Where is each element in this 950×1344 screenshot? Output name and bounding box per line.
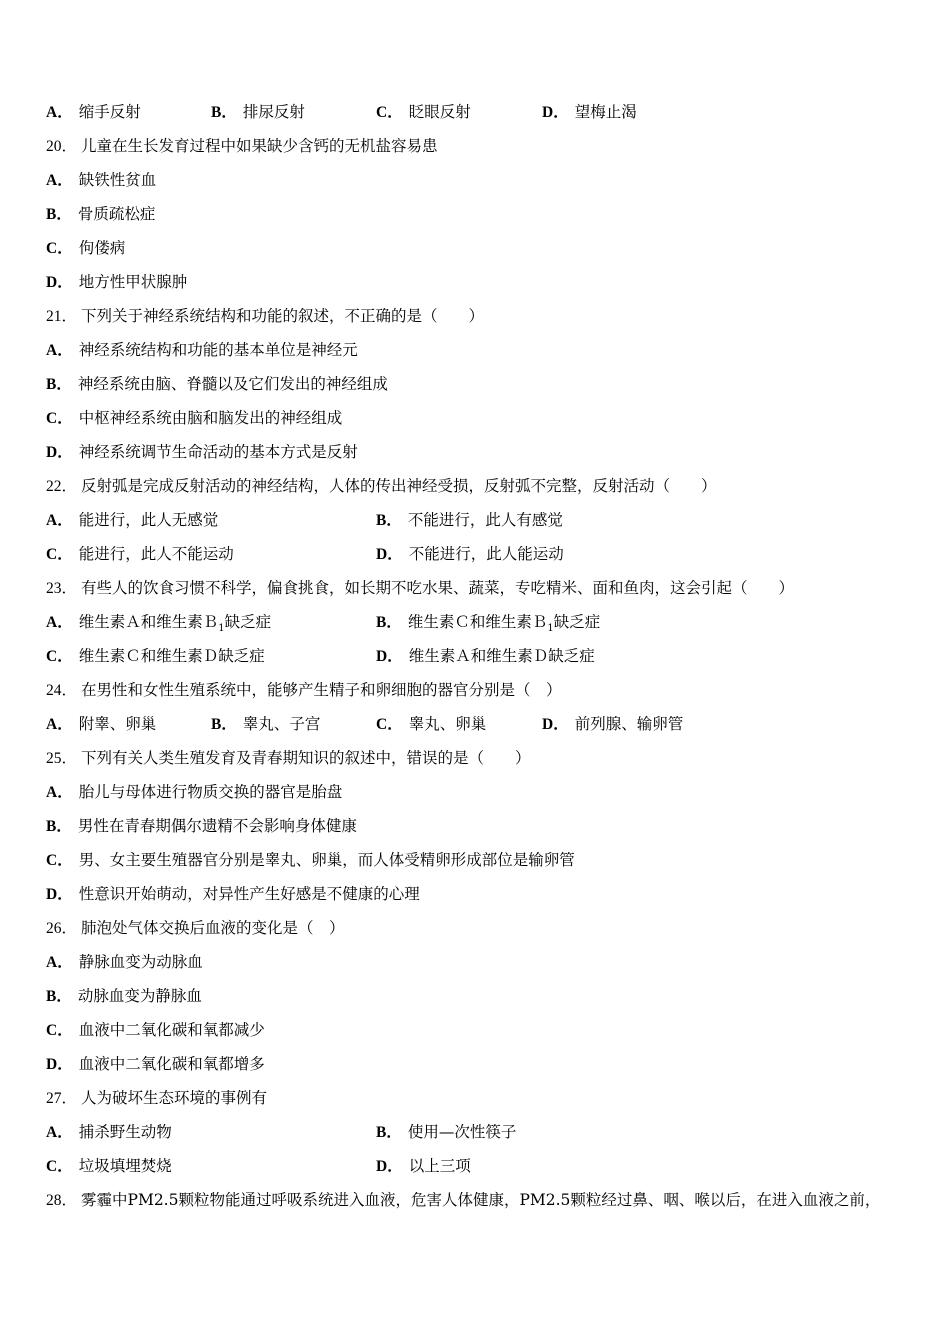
q23-option-d: D． 维生素Ａ和维生素Ｄ缺乏症: [376, 647, 595, 665]
q20-option-a: A． 缺铁性贫血: [46, 171, 157, 189]
q24-option-d: D． 前列腺、输卵管: [542, 715, 684, 733]
q20-option-c: C． 佝偻病: [46, 239, 126, 257]
q27-option-c: C． 垃圾填埋焚烧: [46, 1157, 172, 1175]
q22-option-b: B． 不能进行，此人有感觉: [376, 511, 563, 529]
q19-option-b: B． 排尿反射: [211, 103, 305, 121]
q21-stem: 21． 下列关于神经系统结构和功能的叙述，不正确的是（ ）: [46, 307, 485, 325]
q26-stem: 26． 肺泡处气体交换后血液的变化是（ ）: [46, 919, 345, 937]
q25-option-d: D． 性意识开始萌动，对异性产生好感是不健康的心理: [46, 885, 420, 903]
q22-option-c: C． 能进行，此人不能运动: [46, 545, 234, 563]
q21-option-c: C． 中枢神经系统由脑和脑发出的神经组成: [46, 409, 343, 427]
q21-option-d: D． 神经系统调节生命活动的基本方式是反射: [46, 443, 358, 461]
q19-option-a: A． 缩手反射: [46, 103, 141, 121]
q24-stem: 24． 在男性和女性生殖系统中，能够产生精子和卵细胞的器官分别是（ ）: [46, 681, 562, 699]
q26-option-d: D． 血液中二氧化碳和氧都增多: [46, 1055, 265, 1073]
q27-option-a: A． 捕杀野生动物: [46, 1123, 172, 1141]
q23-option-c: C． 维生素Ｃ和维生素Ｄ缺乏症: [46, 647, 265, 665]
q21-option-b: B． 神经系统由脑、脊髓以及它们发出的神经组成: [46, 375, 388, 393]
q23-option-a: A． 维生素Ａ和维生素Ｂ$_1$缺乏症: [46, 613, 272, 635]
q22-option-d: D． 不能进行，此人能运动: [376, 545, 564, 563]
q20-stem: 20． 儿童在生长发育过程中如果缺少含钙的无机盐容易患: [46, 137, 438, 155]
q24-option-c: C． 睾丸、卵巢: [376, 715, 487, 733]
q26-option-c: C． 血液中二氧化碳和氧都减少: [46, 1021, 265, 1039]
q21-option-a: A． 神经系统结构和功能的基本单位是神经元: [46, 341, 358, 359]
q25-option-c: C． 男、女主要生殖器官分别是睾丸、卵巢，而人体受精卵形成部位是输卵管: [46, 851, 575, 869]
q19-option-d: D． 望梅止渴: [542, 103, 637, 121]
q28-stem: 28． 雾霾中PM2.5颗粒物能通过呼吸系统进入血液，危害人体健康，PM2.5颗粒经过鼻、咽、喉以后，在进入血液之前，: [46, 1191, 881, 1209]
q25-stem: 25． 下列有关人类生殖发育及青春期知识的叙述中，错误的是（ ）: [46, 749, 531, 767]
q23-stem: 23． 有些人的饮食习惯不科学，偏食挑食，如长期不吃水果、蔬菜，专吃精米、面和鱼肉，这会引起（ ）: [46, 579, 795, 597]
q27-option-d: D． 以上三项: [376, 1157, 471, 1175]
q19-option-c: C． 眨眼反射: [376, 103, 471, 121]
q22-option-a: A． 能进行，此人无感觉: [46, 511, 219, 529]
q24-option-b: B． 睾丸、子宫: [211, 715, 321, 733]
q26-option-a: A． 静脉血变为动脉血: [46, 953, 203, 971]
q22-stem: 22． 反射弧是完成反射活动的神经结构，人体的传出神经受损，反射弧不完整，反射活动（ ）: [46, 477, 717, 495]
q25-option-b: B． 男性在青春期偶尔遗精不会影响身体健康: [46, 817, 357, 835]
q20-option-b: B． 骨质疏松症: [46, 205, 156, 223]
q24-option-a: A． 附睾、卵巢: [46, 715, 157, 733]
q27-option-b: B． 使用—次性筷子: [376, 1123, 517, 1141]
q23-option-b: B． 维生素Ｃ和维生素Ｂ$_1$缺乏症: [376, 613, 601, 635]
q26-option-b: B． 动脉血变为静脉血: [46, 987, 202, 1005]
q27-stem: 27． 人为破坏生态环境的事例有: [46, 1089, 268, 1107]
q20-option-d: D． 地方性甲状腺肿: [46, 273, 188, 291]
q25-option-a: A． 胎儿与母体进行物质交换的器官是胎盘: [46, 783, 343, 801]
